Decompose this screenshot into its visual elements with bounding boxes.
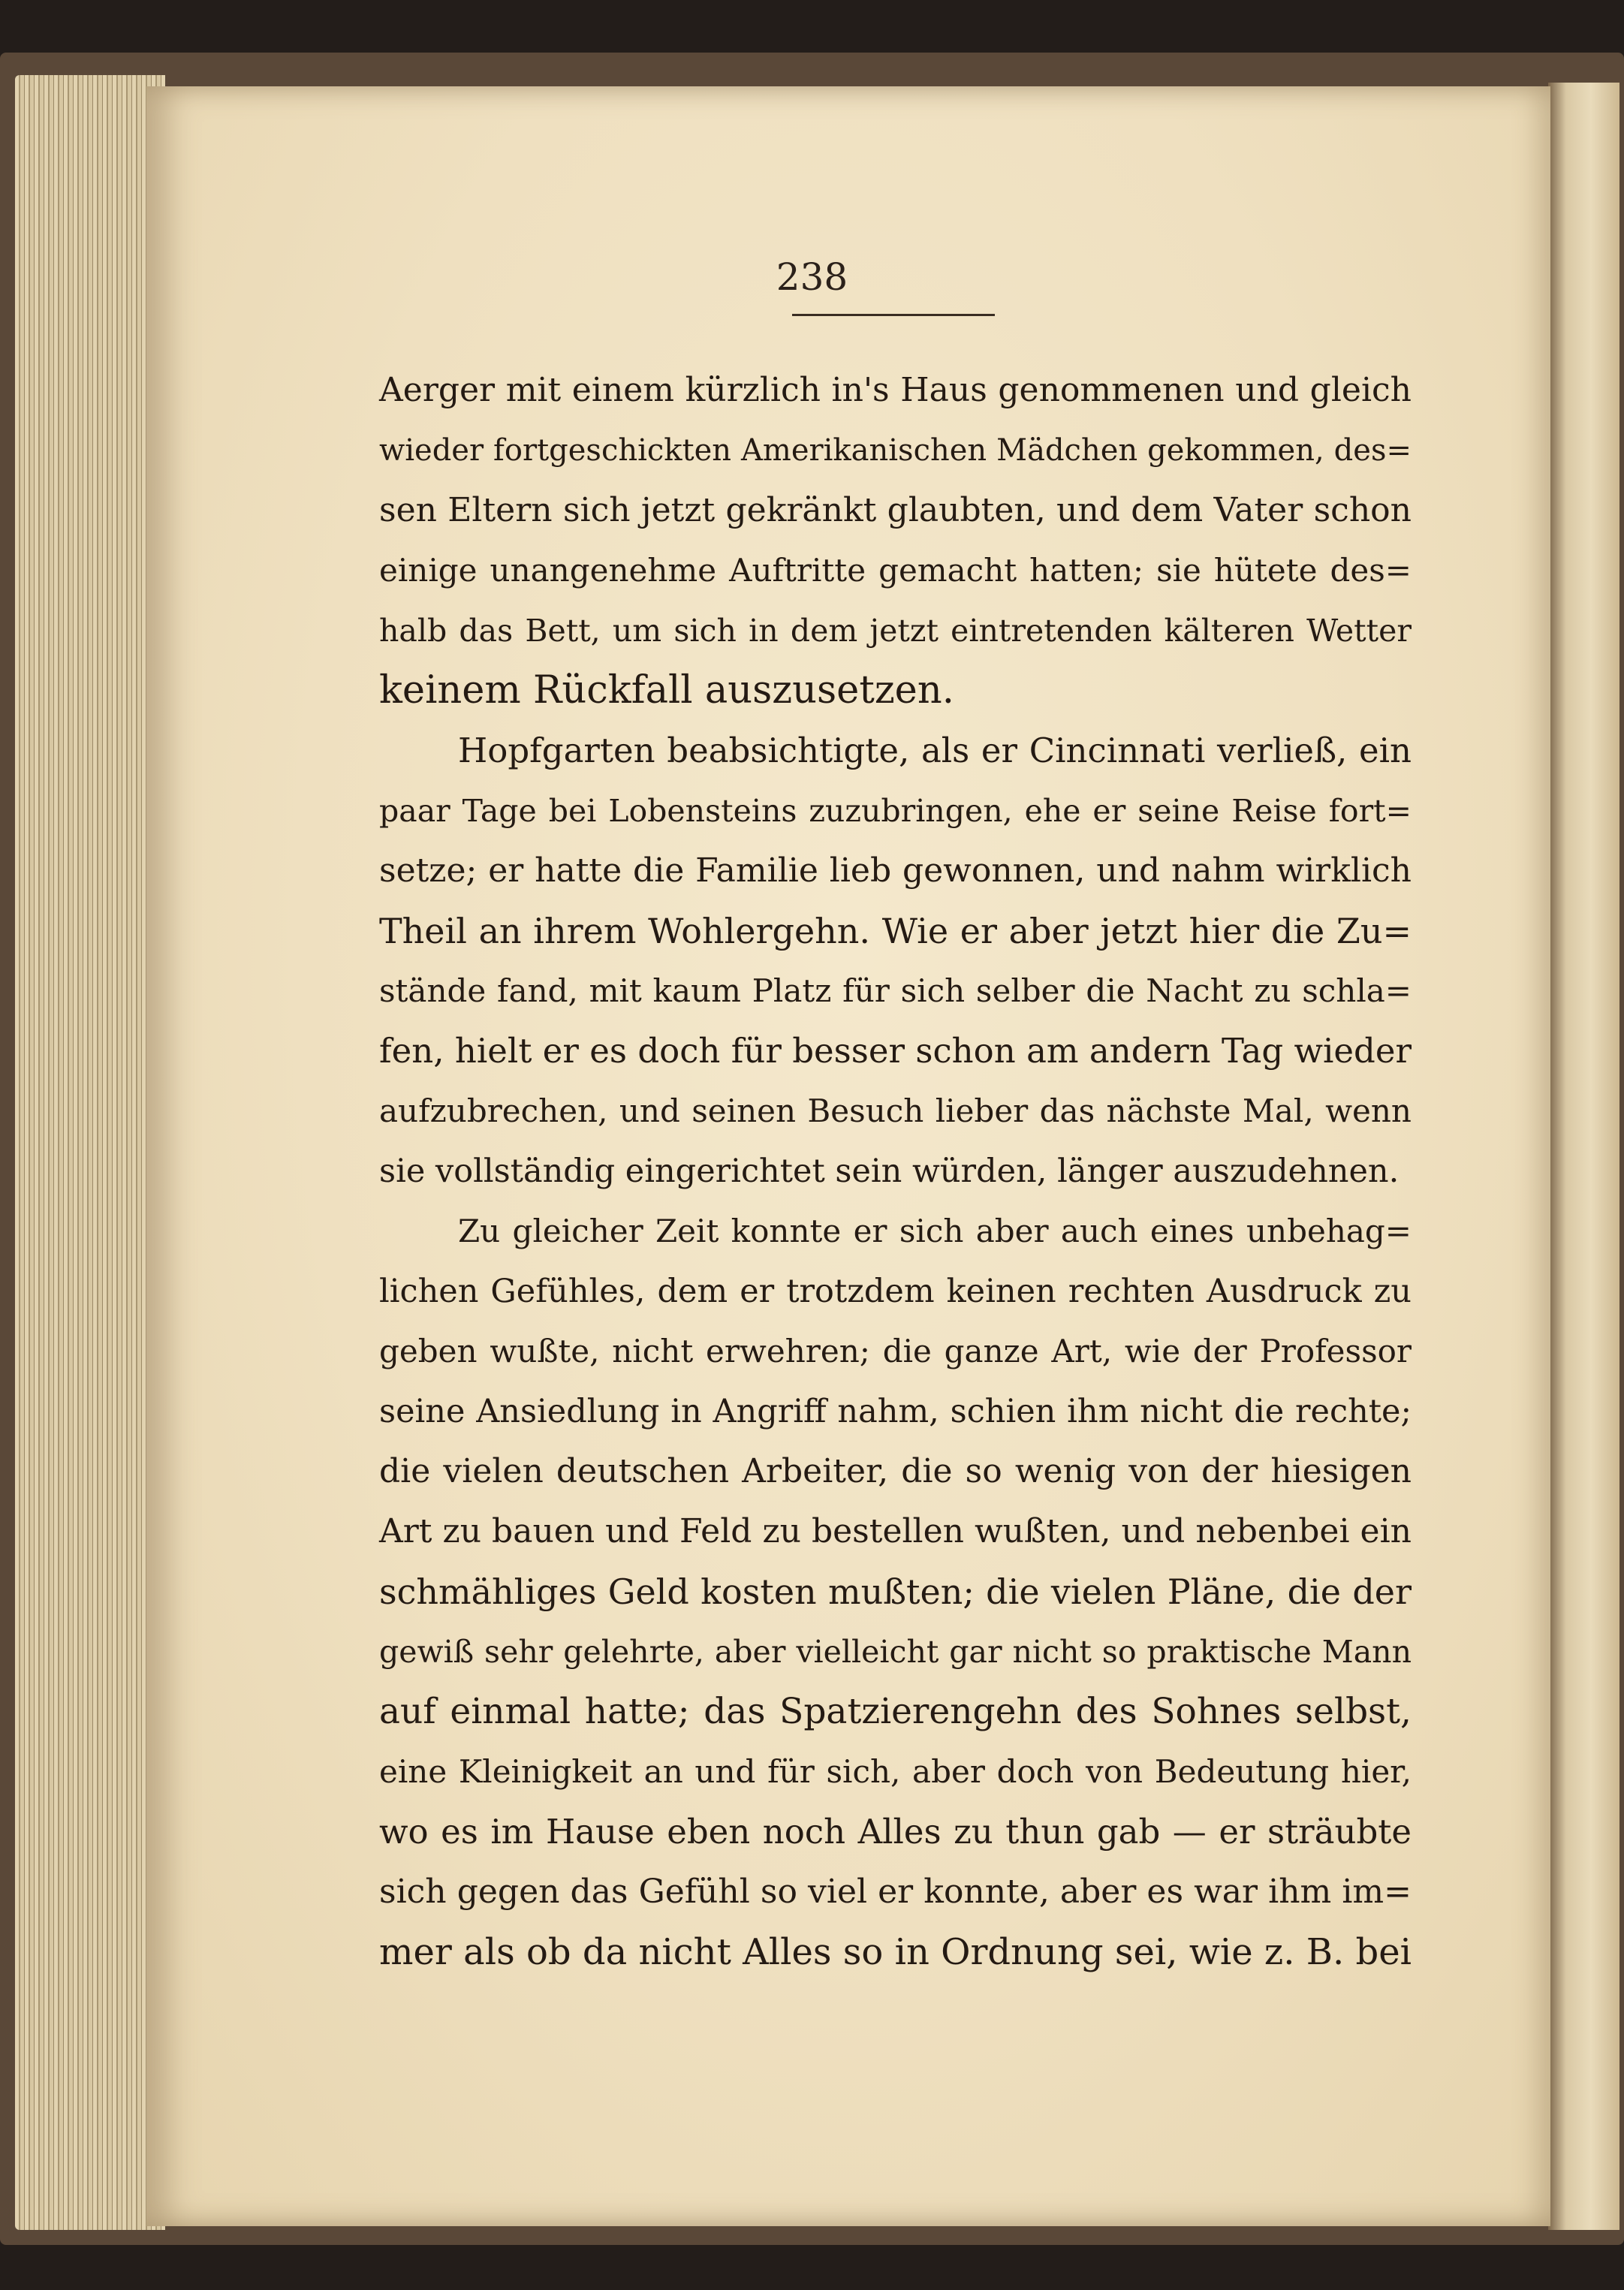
text-line: einige unangenehme Auftritte gemacht hatten; sie hütete des= xyxy=(379,552,1412,589)
text-line: keinem Rückfall auszusetzen. xyxy=(379,668,954,713)
text-line: Hopfgarten beabsichtigte, als er Cincinnati verließ, ein xyxy=(458,731,1412,770)
text-line: schmähliges Geld kosten mußten; die vielen Pläne, die der xyxy=(379,1571,1412,1612)
text-line: lichen Gefühles, dem er trotzdem keinen rechten Ausdruck zu xyxy=(379,1273,1412,1310)
page-edges-left xyxy=(15,75,165,2230)
text-line: die vielen deutschen Arbeiter, die so wenig von der hiesigen xyxy=(379,1452,1412,1490)
text-line: Aerger mit einem kürzlich in's Haus genommenen und gleich xyxy=(379,371,1412,409)
text-line: paar Tage bei Lobensteins zuzubringen, ehe er seine Reise fort= xyxy=(379,793,1412,829)
text-line: seine Ansiedlung in Angriff nahm, schien ihm nicht die rechte; xyxy=(379,1393,1412,1430)
text-line: gewiß sehr gelehrte, aber vielleicht gar nicht so praktische Mann xyxy=(379,1634,1412,1670)
page-edge-right xyxy=(1548,83,1619,2230)
text-line: auf einmal hatte; das Spatzierengehn des Sohnes selbst, xyxy=(379,1691,1412,1732)
text-line: sich gegen das Gefühl so viel er konnte, aber es war ihm im= xyxy=(379,1873,1412,1911)
text-line: geben wußte, nicht erwehren; die ganze Art, wie der Professor xyxy=(379,1333,1412,1369)
header-rule xyxy=(792,314,995,316)
text-line: aufzubrechen, und seinen Besuch lieber das nächste Mal, wenn xyxy=(379,1092,1412,1129)
page-body-text xyxy=(379,360,1412,1982)
text-line: setze; er hatte die Familie lieb gewonnen, und nahm wirklich xyxy=(379,851,1412,890)
text-line: Theil an ihrem Wohlergehn. Wie er aber jetzt hier die Zu= xyxy=(379,911,1412,951)
text-line: fen, hielt er es doch für besser schon am andern Tag wieder xyxy=(379,1031,1412,1071)
text-line: halb das Bett, um sich in dem jetzt eintretenden kälteren Wetter xyxy=(379,613,1412,649)
text-line: stände fand, mit kaum Platz für sich selber die Nacht zu schla= xyxy=(379,972,1412,1009)
text-line: sen Eltern sich jetzt gekränkt glaubten, und dem Vater schon xyxy=(379,491,1412,529)
text-line: wieder fortgeschickten Amerikanischen Mädchen gekommen, des= xyxy=(379,433,1412,468)
page-number: 238 xyxy=(776,255,848,299)
text-line: wo es im Hause eben noch Alles zu thun gab — er sträubte xyxy=(379,1812,1412,1852)
text-line: mer als ob da nicht Alles so in Ordnung sei, wie z. B. bei xyxy=(379,1931,1412,1973)
text-line: eine Kleinigkeit an und für sich, aber doch von Bedeutung hier, xyxy=(379,1753,1412,1790)
text-line: Art zu bauen und Feld zu bestellen wußten, und nebenbei ein xyxy=(379,1512,1412,1550)
text-line: Zu gleicher Zeit konnte er sich aber auch eines unbehag= xyxy=(458,1213,1412,1249)
text-line: sie vollständig eingerichtet sein würden, länger auszudehnen. xyxy=(379,1153,1400,1190)
